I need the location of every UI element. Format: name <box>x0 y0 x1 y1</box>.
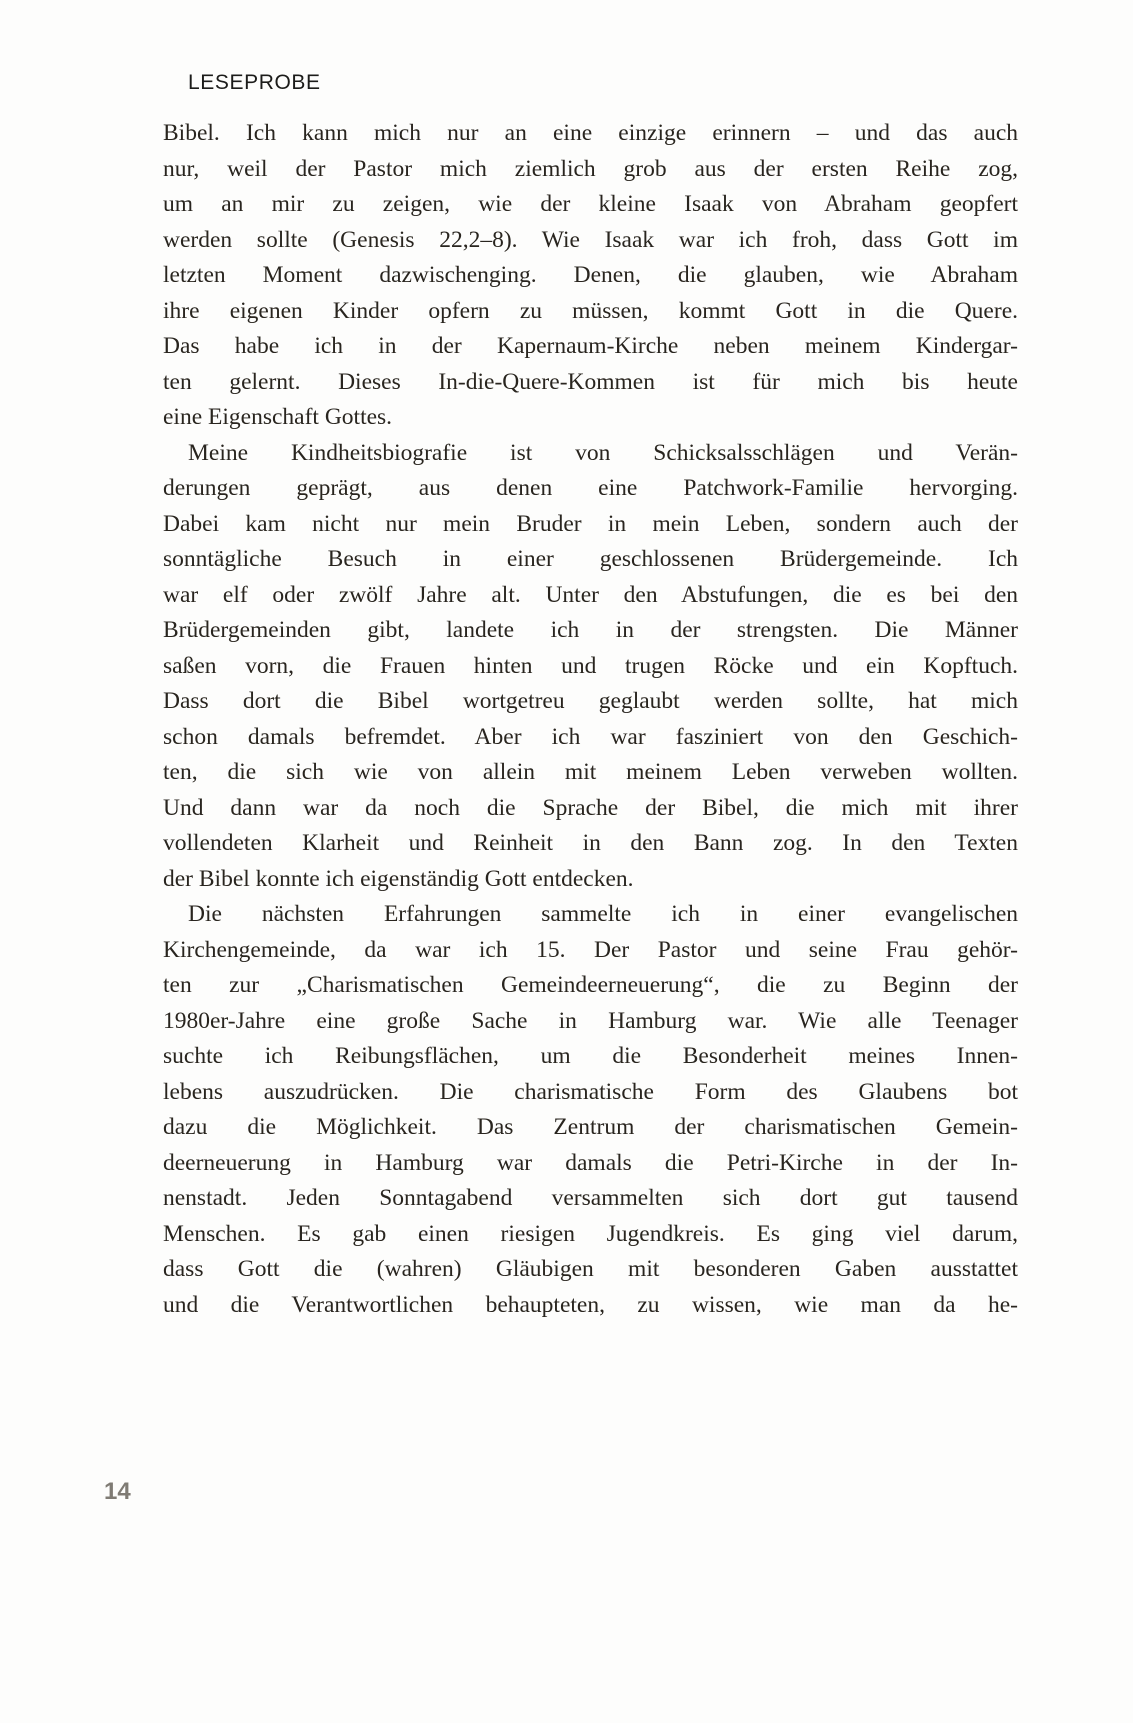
text-line: ten zur „Charismatischen Gemeindeerneuerung“, die zu Beginn der <box>163 972 1018 998</box>
text-line: Das habe ich in der Kapernaum-Kirche neben meinem Kindergar- <box>163 333 1018 359</box>
text-line: letzten Moment dazwischenging. Denen, die glauben, wie Abraham <box>163 262 1018 288</box>
text-line: Dabei kam nicht nur mein Bruder in mein Leben, sondern auch der <box>163 510 1018 537</box>
text-line: und die Verantwortlichen behaupteten, zu wissen, wie man da he- <box>163 1291 1018 1318</box>
text-line: saßen vorn, die Frauen hinten und trugen Röcke und ein Kopftuch. <box>163 652 1018 679</box>
text-line: suchte ich Reibungsflächen, um die Besonderheit meines Innen- <box>163 1043 1018 1069</box>
text-line: lebens auszudrücken. Die charismatische Form des Glaubens bot <box>163 1078 1018 1105</box>
text-line: ten gelernt. Dieses In-die-Quere-Kommen ist für mich bis heute <box>163 368 1018 395</box>
text-line: Brüdergemeinden gibt, landete ich in der strengsten. Die Männer <box>163 617 1018 643</box>
text-line: Und dann war da noch die Sprache der Bibel, die mich mit ihrer <box>163 794 1018 821</box>
leseprobe-header: LESEPROBE <box>188 71 321 94</box>
text-line: nur, weil der Pastor mich ziemlich grob aus der ersten Reihe zog, <box>163 155 1018 182</box>
text-line: Meine Kindheitsbiografie ist von Schicksalsschlägen und Verän- <box>188 439 1018 466</box>
text-line: deerneuerung in Hamburg war damals die Petri-Kirche in der In- <box>163 1149 1018 1176</box>
text-line: war elf oder zwölf Jahre alt. Unter den Abstufungen, die es bei den <box>163 581 1018 608</box>
text-line: nenstadt. Jeden Sonntagabend versammelten sich dort gut tausend <box>163 1185 1018 1211</box>
body-text-block <box>163 116 1018 1323</box>
page-number: 14 <box>104 1478 131 1505</box>
text-line: schon damals befremdet. Aber ich war fasziniert von den Geschich- <box>163 723 1018 750</box>
text-line: Bibel. Ich kann mich nur an eine einzige erinnern – und das auch <box>163 120 1018 146</box>
text-line: Dass dort die Bibel wortgetreu geglaubt werden sollte, hat mich <box>163 688 1018 714</box>
text-line: eine Eigenschaft Gottes. <box>163 404 393 430</box>
text-line: Kirchengemeinde, da war ich 15. Der Pastor und seine Frau gehör- <box>163 936 1018 963</box>
text-line: ten, die sich wie von allein mit meinem Leben verweben wollten. <box>163 759 1018 785</box>
text-line: werden sollte (Genesis 22,2–8). Wie Isaak war ich froh, dass Gott im <box>163 226 1018 253</box>
text-line: sonntägliche Besuch in einer geschlossenen Brüdergemeinde. Ich <box>163 546 1018 572</box>
text-line: Die nächsten Erfahrungen sammelte ich in einer evangelischen <box>188 901 1018 927</box>
text-line: Menschen. Es gab einen riesigen Jugendkreis. Es ging viel darum, <box>163 1220 1018 1247</box>
text-line: derungen geprägt, aus denen eine Patchwork-Familie hervorging. <box>163 475 1018 501</box>
text-line: um an mir zu zeigen, wie der kleine Isaak von Abraham geopfert <box>163 191 1018 217</box>
text-line: ihre eigenen Kinder opfern zu müssen, kommt Gott in die Quere. <box>163 297 1018 324</box>
text-line: 1980er-Jahre eine große Sache in Hamburg war. Wie alle Teenager <box>163 1007 1018 1034</box>
text-line: vollendeten Klarheit und Reinheit in den Bann zog. In den Texten <box>163 830 1018 856</box>
text-line: dazu die Möglichkeit. Das Zentrum der charismatischen Gemein- <box>163 1114 1018 1140</box>
text-line: dass Gott die (wahren) Gläubigen mit besonderen Gaben ausstattet <box>163 1256 1018 1282</box>
text-line: der Bibel konnte ich eigenständig Gott entdecken. <box>163 865 634 892</box>
